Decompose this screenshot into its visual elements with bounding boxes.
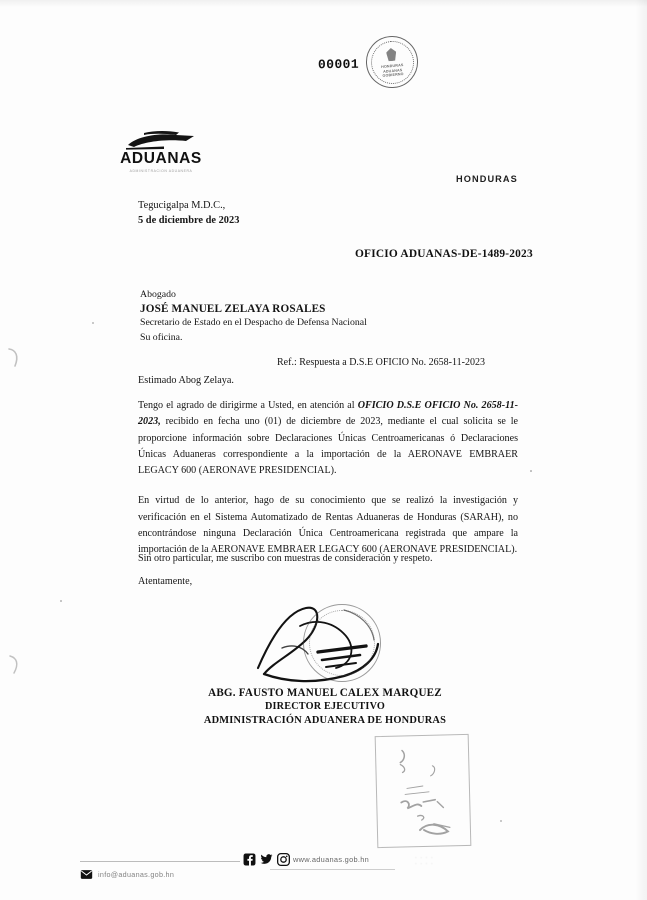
footer-divider bbox=[80, 861, 240, 862]
paragraph-1-after: recibido en fecha uno (01) de diciembre de 2023, mediante el cual solicita se le proporcione información sobre Declaraciones Únicas Centroamericanas ó Declaraciones Únicas Aduaneras correspondiente a la importación de la AERONAVE EMBRAER LEGACY 600 (AERONAVE PRESIDENCIAL). bbox=[138, 416, 518, 477]
official-round-seal-icon bbox=[303, 604, 381, 682]
scan-speck bbox=[530, 470, 532, 472]
logo-wordmark: ADUANAS bbox=[120, 150, 202, 167]
received-stamp-box bbox=[375, 734, 472, 848]
signatory-name: ABG. FAUSTO MANUEL CALEX MARQUEZ bbox=[208, 687, 442, 699]
signatory-organization: ADMINISTRACIÓN ADUANERA DE HONDURAS bbox=[203, 714, 447, 726]
paragraph-2: En virtud de lo anterior, hago de su conocimiento que se realizó la investigación y verificación en el Sistema Automatizado de Rentas Aduaneras de Honduras (SARAH), no encontrándose ninguna Declaración Única Centroamericana registrada que ampare la importación de la AERONAVE EMBRAER LEGACY 600 (AERONAVE PRESIDENCIAL). bbox=[138, 495, 518, 556]
footer-email-text[interactable]: info@aduanas.gob.hn bbox=[98, 870, 175, 879]
paragraph-1-emphasis: OFICIO D.S.E OFICIO No. 2658-11-2023, bbox=[138, 400, 518, 428]
twitter-icon[interactable] bbox=[260, 853, 273, 866]
margin-binding-mark bbox=[6, 652, 22, 676]
scan-speck bbox=[500, 820, 502, 822]
footer-website-url[interactable]: www.aduanas.gob.hn bbox=[293, 855, 370, 864]
received-stamp-handwriting bbox=[376, 735, 471, 847]
addressee-name: JOSÉ MANUEL ZELAYA ROSALES bbox=[140, 303, 326, 316]
margin-binding-mark bbox=[6, 346, 22, 370]
addressee-office: Su oficina. bbox=[140, 331, 183, 343]
footer-faint-text bbox=[415, 854, 525, 876]
logo-subtitle: ADMINISTRACION ADUANERA bbox=[129, 168, 193, 173]
email-icon bbox=[80, 868, 93, 881]
page-top-shadow bbox=[0, 0, 647, 7]
addressee-role: Abogado bbox=[140, 289, 176, 300]
addressee-title: Secretario de Estado en el Despacho de Defensa Nacional bbox=[140, 317, 367, 329]
date-line: 5 de diciembre de 2023 bbox=[138, 214, 240, 226]
greeting-line: Estimado Abog Zelaya. bbox=[138, 375, 234, 386]
page-edge-shadow bbox=[635, 0, 647, 900]
footer-faint-line-2: . . . . bbox=[415, 860, 434, 866]
aduanas-logo bbox=[113, 130, 209, 173]
footer-social-icons bbox=[243, 853, 290, 866]
scan-speck bbox=[60, 600, 62, 602]
country-label: HONDURAS bbox=[456, 174, 518, 184]
seal-emblem-icon bbox=[386, 48, 397, 62]
paragraph-1-before: Tengo el agrado de dirigirme a Usted, en atención al bbox=[138, 400, 358, 411]
oficio-number: OFICIO ADUANAS-DE-1489-2023 bbox=[355, 248, 533, 260]
place-line: Tegucigalpa M.D.C., bbox=[138, 200, 226, 211]
facebook-icon[interactable] bbox=[243, 853, 256, 866]
body-text bbox=[138, 398, 518, 559]
document-footer bbox=[80, 848, 550, 888]
seal-text: HONDURAS ADUANAS GOBIERNO bbox=[381, 63, 404, 79]
footer-divider-secondary bbox=[270, 869, 395, 870]
footer-faint-line-1: . . . . bbox=[415, 854, 434, 860]
customs-swoosh-logo-icon bbox=[113, 130, 209, 150]
place-and-date bbox=[138, 199, 239, 228]
addressee-block bbox=[140, 288, 367, 345]
signatory-role: DIRECTOR EJECUTIVO bbox=[264, 701, 386, 712]
footer-email-row bbox=[80, 868, 174, 881]
instagram-icon[interactable] bbox=[277, 853, 290, 866]
top-round-seal-icon bbox=[364, 34, 420, 90]
reference-line: Ref.: Respuesta a D.S.E OFICIO No. 2658-11-2023 bbox=[277, 357, 485, 368]
signature-name-block bbox=[180, 686, 470, 727]
sign-off-line: Atentamente, bbox=[138, 576, 193, 587]
paragraph-1 bbox=[138, 398, 518, 479]
scan-speck bbox=[92, 322, 94, 324]
document-stamp-number: 00001 bbox=[317, 56, 360, 73]
closing-line: Sin otro particular, me suscribo con muestras de consideración y respeto. bbox=[138, 553, 433, 564]
